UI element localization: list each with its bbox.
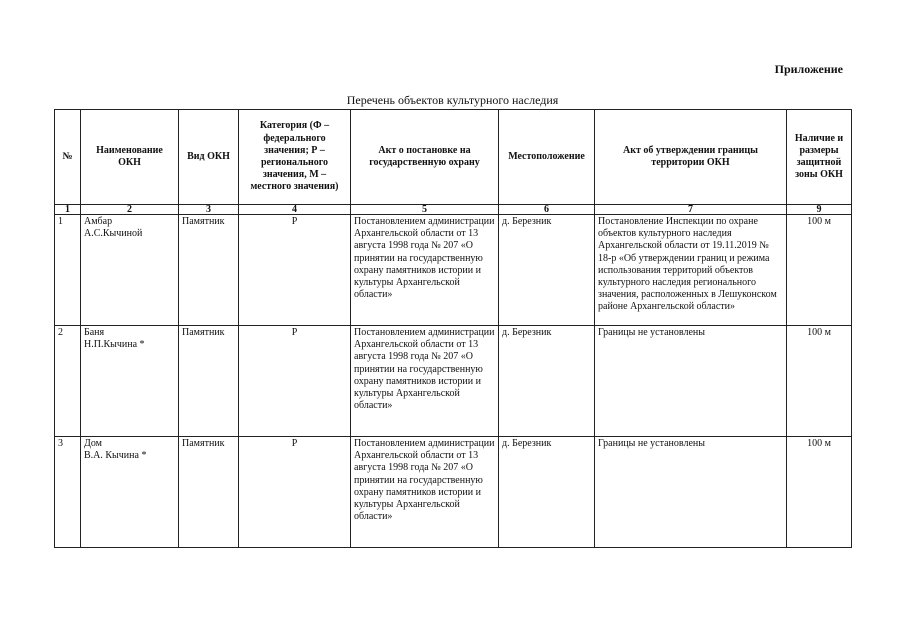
object-name-line: Амбар (84, 216, 113, 227)
column-number: 6 (499, 205, 595, 215)
column-header-number: № (55, 110, 81, 205)
column-header-protection-act: Акт о постановке на государственную охрану (351, 110, 499, 205)
column-number: 9 (787, 205, 852, 215)
table-row (55, 326, 852, 437)
protection-act: Постановлением администрации Архангельской области от 13 августа 1998 года № 207 «О принятии на государственную охрану памятников истории и культуры Архангельской области» (351, 215, 499, 326)
object-location: д. Березник (499, 437, 595, 548)
heritage-objects-table (54, 109, 852, 548)
row-number: 3 (55, 437, 81, 548)
table-row (55, 437, 852, 548)
protection-act: Постановлением администрации Архангельской области от 13 августа 1998 года № 207 «О принятии на государственную охрану памятников истории и культуры Архангельской области» (351, 437, 499, 548)
column-number: 7 (595, 205, 787, 215)
border-act: Границы не установлены (595, 326, 787, 437)
header-row (55, 110, 852, 205)
protection-zone: 100 м (787, 437, 852, 548)
column-header-category: Категория (Ф – федерального значения; Р – регионального значения, М – местного значения) (239, 110, 351, 205)
object-type: Памятник (179, 215, 239, 326)
column-header-type: Вид ОКН (179, 110, 239, 205)
column-number: 4 (239, 205, 351, 215)
row-number: 2 (55, 326, 81, 437)
column-header-location: Местоположение (499, 110, 595, 205)
object-category: Р (239, 437, 351, 548)
protection-zone: 100 м (787, 326, 852, 437)
object-type: Памятник (179, 437, 239, 548)
column-header-protection-zone: Наличие и размеры защитной зоны ОКН (787, 110, 852, 205)
border-act: Постановление Инспекции по охране объектов культурного наследия Архангельской области от 19.11.2019 № 18-р «Об утверждении границ и режима использования территорий объектов культурного наследия регионального значения, расположенных в Лешуконском районе Архангельской области» (595, 215, 787, 326)
document-title: Перечень объектов культурного наследия (346, 93, 559, 107)
object-name-line: Дом (84, 438, 102, 449)
column-header-name: Наименование ОКН (81, 110, 179, 205)
column-number: 2 (81, 205, 179, 215)
appendix-label: Приложение (774, 62, 843, 76)
border-act: Границы не установлены (595, 437, 787, 548)
object-category: Р (239, 326, 351, 437)
column-number: 5 (351, 205, 499, 215)
protection-act: Постановлением администрации Архангельской области от 13 августа 1998 года № 207 «О принятии на государственную охрану памятников истории и культуры Архангельской области» (351, 326, 499, 437)
object-name-owner: Н.П.Кычина * (84, 339, 145, 351)
object-location: д. Березник (499, 215, 595, 326)
object-name-owner: А.С.Кычиной (84, 228, 143, 240)
object-name (81, 437, 179, 548)
object-name-line: Баня (84, 327, 105, 338)
object-name (81, 215, 179, 326)
object-name (81, 326, 179, 437)
column-number: 3 (179, 205, 239, 215)
column-header-border-act: Акт об утверждении границы территории ОКН (595, 110, 787, 205)
object-location: д. Березник (499, 326, 595, 437)
object-category: Р (239, 215, 351, 326)
row-number: 1 (55, 215, 81, 326)
column-number: 1 (55, 205, 81, 215)
object-name-owner: В.А. Кычина * (84, 450, 147, 462)
table-row (55, 215, 852, 326)
column-numbers-row (55, 205, 852, 215)
object-type: Памятник (179, 326, 239, 437)
protection-zone: 100 м (787, 215, 852, 326)
